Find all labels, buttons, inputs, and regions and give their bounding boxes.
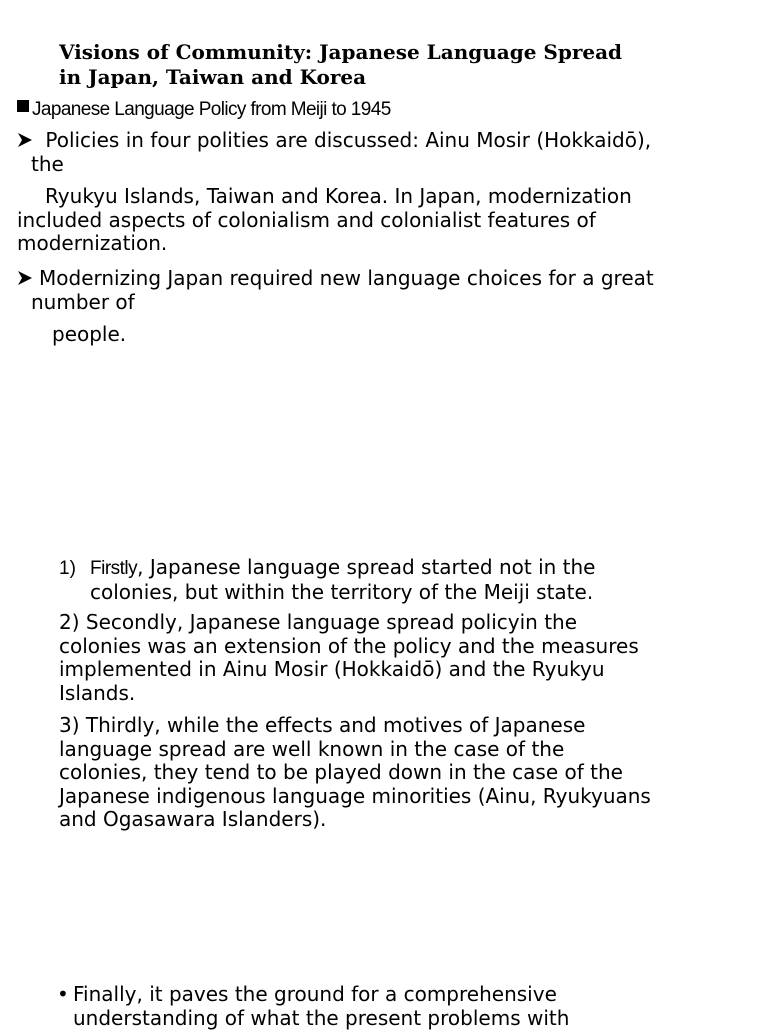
item-text: 2) Secondly, Japanese language spread policy [59,610,520,634]
item-text-line: and Ogasawara Islanders). [59,808,739,832]
bullet-line [17,129,752,153]
bullet-text: Policies in four polities are discussed: Ainu Mosir (Hokkaidō), [39,128,651,152]
bullet-text: Modernizing Japan required new language choices for a great [39,266,654,290]
bullet-line: included aspects of colonialism and colonialist features of [17,209,752,233]
item-lead-word: Firstly [90,558,137,579]
item-text-line: language spread are well known in the case of the [59,738,739,762]
round-bullet-icon: • [57,983,73,1007]
item-text: , Japanese language spread started not in the [137,555,595,579]
numbered-item-1 [59,556,739,604]
item-text-line: Islands. [59,682,739,706]
bullet-line: the [17,153,752,177]
arrowhead-bullet-icon [17,133,33,147]
bullet-line: modernization. [17,232,752,256]
final-bullet [57,983,747,1030]
square-bullet-icon [17,100,29,112]
item-text-line: colonies was an extension of the policy and the measures [59,635,739,659]
bullet-line: number of [17,291,752,315]
bullet-modernizing [17,267,752,347]
subheading-text: Japanese Language Policy from Meiji to 1945 [32,99,391,120]
bullet-line [17,267,752,291]
item-text-line: Japanese indigenous language minorities (Ainu, Ryukyuans [59,785,739,809]
page-title [59,40,749,90]
title-line-1: Visions of Community: Japanese Language Spread [59,40,749,65]
item-text-line: 3) Thirdly, while the effects and motives of Japanese [59,714,739,738]
item-text-line: implemented in Ainu Mosir (Hokkaidō) and the Ryukyu [59,658,739,682]
bullet-policies [17,129,752,256]
item-text-line: colonies, they tend to be played down in the case of the [59,761,739,785]
item-text: in the [520,610,577,634]
title-line-2: in Japan, Taiwan and Korea [59,65,749,90]
bullet-line: understanding of what the present problems with [57,1007,747,1030]
arrowhead-bullet-icon [17,271,33,285]
item-text-line: colonies, but within the territory of the Meiji state. [59,581,739,605]
bullet-line: Ryukyu Islands, Taiwan and Korea. In Japan, modernization [17,185,752,209]
numbered-item-3 [59,714,739,832]
bullet-text: Finally, it paves the ground for a comprehensive [73,982,557,1006]
item-number: 1) [59,557,90,581]
bullet-line: people. [17,323,752,347]
numbered-item-2 [59,611,739,705]
section-subheading [17,98,391,122]
